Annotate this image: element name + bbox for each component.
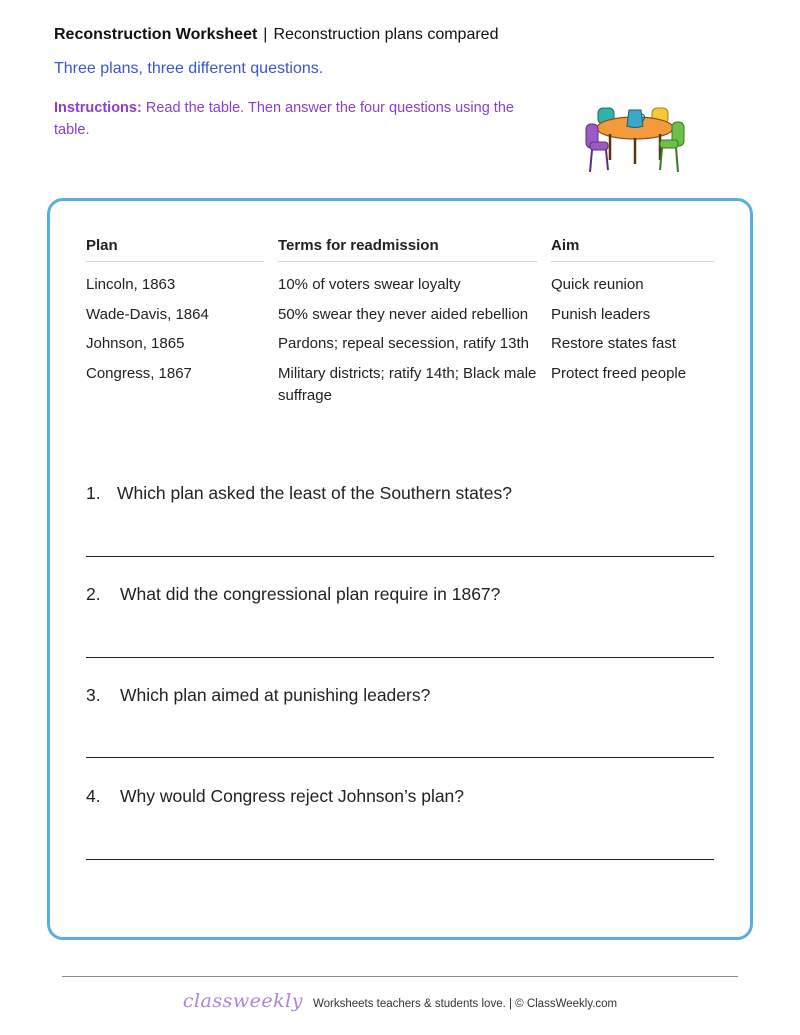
header-separator: | (263, 26, 268, 43)
footer-divider (62, 976, 738, 977)
question-text: What did the congressional plan require in 1867? (120, 584, 501, 604)
table-row (86, 269, 714, 299)
footer-tagline: Worksheets teachers & students love. | © ClassWeekly.com (312, 998, 618, 1010)
instructions-text: Read the table. Then answer the four questions using the table. (54, 100, 514, 138)
table-header-row (86, 233, 714, 269)
table-cell: Wade-Davis, 1864 (86, 305, 209, 323)
footer (0, 990, 800, 1012)
question-4 (86, 786, 464, 807)
column-header: Terms for readmission (278, 233, 551, 269)
question-3 (86, 685, 430, 706)
table-cell: Protect freed people (551, 364, 687, 382)
table-cell: Quick reunion (551, 276, 644, 293)
table-cell: Lincoln, 1863 (86, 276, 176, 293)
answer-line-2[interactable] (86, 657, 714, 658)
worksheet-subtitle: Three plans, three different questions. (54, 60, 324, 77)
question-2 (86, 584, 500, 605)
column-header: Plan (86, 233, 278, 269)
worksheet-topic: Reconstruction plans compared (273, 26, 499, 43)
column-header: Aim (551, 233, 714, 269)
brand-logo: classweekly (182, 990, 303, 1012)
table-cell: Restore states fast (551, 335, 677, 352)
worksheet-title: Reconstruction Worksheet (54, 26, 258, 43)
table-row (86, 299, 714, 329)
question-number: 1. (86, 483, 101, 503)
pitcher-icon (627, 110, 645, 128)
answer-line-3[interactable] (86, 757, 714, 758)
instructions-label: Instructions: (54, 100, 142, 116)
table-row (86, 358, 714, 410)
question-number: 4. (86, 786, 101, 806)
table-cell: 10% of voters swear loyalty (278, 276, 461, 293)
question-1 (86, 483, 512, 504)
table-cell: Punish leaders (551, 305, 651, 323)
question-text: Which plan aimed at punishing leaders? (120, 685, 431, 705)
answer-line-4[interactable] (86, 859, 714, 860)
question-text: Why would Congress reject Johnson’s plan? (120, 786, 465, 806)
worksheet-header (54, 26, 498, 44)
instructions (54, 97, 534, 141)
table-row (86, 328, 714, 358)
table-cell: Military districts; ratify 14th; Black male suffrage (278, 364, 537, 404)
table-with-chairs-icon (580, 100, 690, 178)
table-cell: Johnson, 1865 (86, 335, 185, 352)
question-number: 3. (86, 685, 101, 705)
table-cell: Pardons; repeal secession, ratify 13th (278, 335, 529, 352)
table-cell: Congress, 1867 (86, 364, 192, 382)
answer-line-1[interactable] (86, 556, 714, 557)
table-cell: 50% swear they never aided rebellion (278, 305, 529, 323)
question-text: Which plan asked the least of the Southern states? (117, 483, 512, 503)
question-number: 2. (86, 584, 101, 604)
plans-table (86, 233, 714, 410)
